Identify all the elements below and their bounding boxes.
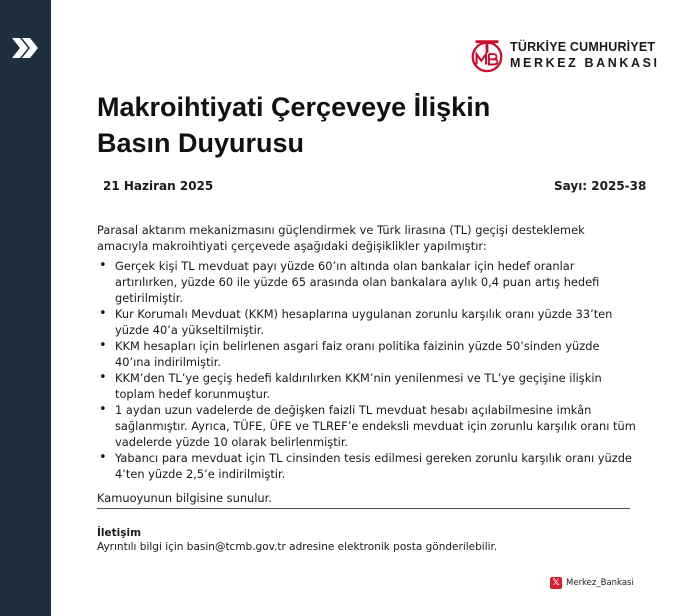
list-item: • Yabancı para mevduat için TL cinsinden tesis edilmesi gereken zorunlu karşılık oranı yüzde 4’ten yüzde 2,5’e indirilmiştir.	[115, 450, 637, 482]
contact-heading: İletişim	[97, 527, 142, 539]
social-handle-label: Merkez_Bankasi	[566, 578, 634, 588]
logo-line-2: MERKEZ BANKASI	[510, 56, 660, 70]
list-item: • Gerçek kişi TL mevduat payı yüzde 60’ın altında olan bankalar için hedef oranlar artırılırken, yüzde 60 ile yüzde 65 arasında olan bankalara aylık 0,4 puan artış hedefi getirilmiştir.	[115, 258, 637, 306]
chevron-right-icon[interactable]	[10, 34, 40, 62]
social-handle[interactable]	[550, 577, 634, 589]
list-item: • 1 aydan uzun vadelerde de değişken faizli TL mevduat hesabı açılabilmesine imkân sağlanmıştır. Ayrıca, TÜFE, ÜFE ve TLREF’e endeksli mevduat için zorunlu karşılık oranı tüm vadelerde yüzde 10 olarak belirlenmiştir.	[115, 402, 637, 450]
list-item: • KKM hesapları için belirlenen asgari faiz oranı politika faizinin yüzde 50’sinden yüzde 40’ına indirilmiştir.	[115, 338, 637, 370]
tcmb-logo	[468, 36, 660, 74]
page-title: Makroihtiyati Çerçeveye İlişkin Basın Duyurusu	[97, 92, 491, 158]
issue-number: Sayı: 2025-38	[554, 179, 647, 193]
divider	[97, 508, 630, 509]
list-item: • Kur Korumalı Mevduat (KKM) hesaplarına uygulanan zorunlu karşılık oranı yüzde 33’ten yüzde 40’a yükseltilmiştir.	[115, 306, 637, 338]
release-date: 21 Haziran 2025	[103, 179, 214, 193]
list-item: • KKM’den TL’ye geçiş hedefi kaldırılırken KKM’nin yenilenmesi ve TL’ye geçişine ilişkin toplam hedef korunmuştur.	[115, 370, 637, 402]
change-list	[97, 258, 637, 482]
logo-line-1: TÜRKİYE CUMHURİYET	[510, 40, 656, 54]
sidebar	[0, 0, 51, 616]
announcement-body	[97, 222, 637, 506]
x-icon: 𝕏	[550, 577, 562, 589]
closing-line: Kamuoyunun bilgisine sunulur.	[97, 491, 272, 505]
intro-paragraph: Parasal aktarım mekanizmasını güçlendirmek ve Türk lirasına (TL) geçişi desteklemek amacıyla makroihtiyati çerçevede aşağıdaki değişiklikler yapılmıştır:	[97, 223, 585, 253]
tcmb-emblem-icon	[468, 36, 506, 74]
contact-text: Ayrıntılı bilgi için basin@tcmb.gov.tr adresine elektronik posta gönderilebilir.	[97, 541, 498, 553]
